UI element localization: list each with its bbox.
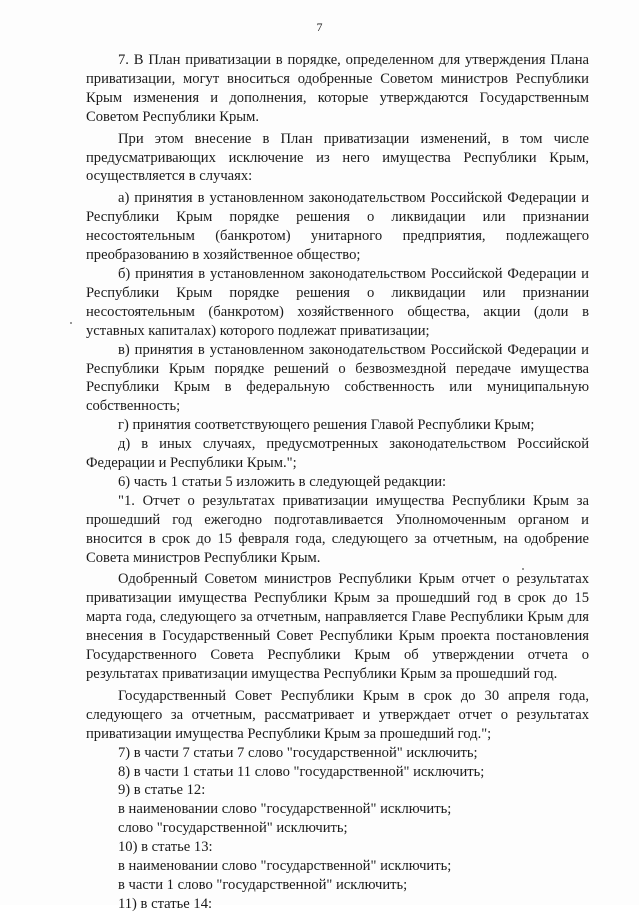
paragraph-case-d: д) в иных случаях, предусмотренных законодательством Российской Федерации и Республики Крым."; [86, 436, 589, 472]
scan-artifact-dot [522, 568, 524, 570]
paragraph-case-v: в) принятия в установленном законодательством Российской Федерации и Республики Крым порядке решений о безвозмездной передаче имущества Республики Крым в федеральную собственность или муниципальную собственность; [86, 341, 589, 415]
paragraph-report-3: Государственный Совет Республики Крым в срок до 30 апреля года, следующего за отчетным, рассматривает и утверждает отчет о результатах приватизации имущества Республики Крым за прошедший год."; [86, 687, 589, 742]
document-body [86, 48, 589, 914]
page-number: 7 [316, 20, 323, 34]
paragraph-item-9-title: в наименовании слово "государственной" исключить; [118, 801, 452, 818]
paragraph-item-10-part1: в части 1 слово "государственной" исключить; [118, 876, 408, 893]
paragraph-case-g: г) принятия соответствующего решения Главой Республики Крым; [118, 417, 535, 434]
paragraph-item-9: 9) в статье 12: [118, 782, 206, 799]
paragraph-item-8: 8) в части 1 статьи 11 слово "государственной" исключить; [118, 763, 485, 780]
paragraph-item-6: 6) часть 1 статьи 5 изложить в следующей редакции: [118, 473, 447, 490]
paragraph-case-b: б) принятия в установленном законодательством Российской Федерации и Республики Крым порядке решения о ликвидации или признании несостоятельным (банкротом) хозяйственного общества, акции (доли в уставных капиталах) которого подлежат приватизации; [86, 265, 589, 339]
paragraph-report-1: "1. Отчет о результатах приватизации имущества Республики Крым за прошедший год ежегодно подготавливается Уполномоченным органом и вносится в срок до 15 февраля года, следующего за отчетным, на одобрение Совета министров Республики Крым. [86, 492, 589, 566]
paragraph-intro-cases: При этом внесение в План приватизации изменений, в том числе предусматривающих исключение из него имущества Республики Крым, осуществляется в случаях: [86, 130, 589, 185]
paragraph-item-9-word: слово "государственной" исключить; [118, 820, 348, 837]
scan-artifact-dot [70, 322, 72, 324]
paragraph-item-10: 10) в статье 13: [118, 839, 213, 856]
paragraph-report-2: Одобренный Советом министров Республики Крым отчет о результатах приватизации имущества Республики Крым за прошедший год в срок до 15 марта года, следующего за отчетным, направляется Главе Республики Крым для внесения в Государственный Совет Республики Крым проекта постановления Государственного Совета Республики Крым об утверждении отчета о результатах приватизации имущества Республики Крым за прошедший год. [86, 571, 589, 682]
paragraph-case-a: а) принятия в установленном законодательством Российской Федерации и Республики Крым порядке решения о ликвидации или признании несостоятельным (банкротом) унитарного предприятия, подлежащего преобразованию в хозяйственное общество; [86, 190, 589, 264]
paragraph-item-7: 7) в части 7 статьи 7 слово "государственной" исключить; [118, 744, 478, 761]
paragraph-item-11: 11) в статье 14: [118, 895, 213, 912]
paragraph-7: 7. В План приватизации в порядке, определенном для утверждения Плана приватизации, могут вноситься одобренные Советом министров Республики Крым изменения и дополнения, которые утверждаются Государственным Советом Республики Крым. [86, 52, 589, 125]
paragraph-item-10-title: в наименовании слово "государственной" исключить; [118, 858, 452, 875]
